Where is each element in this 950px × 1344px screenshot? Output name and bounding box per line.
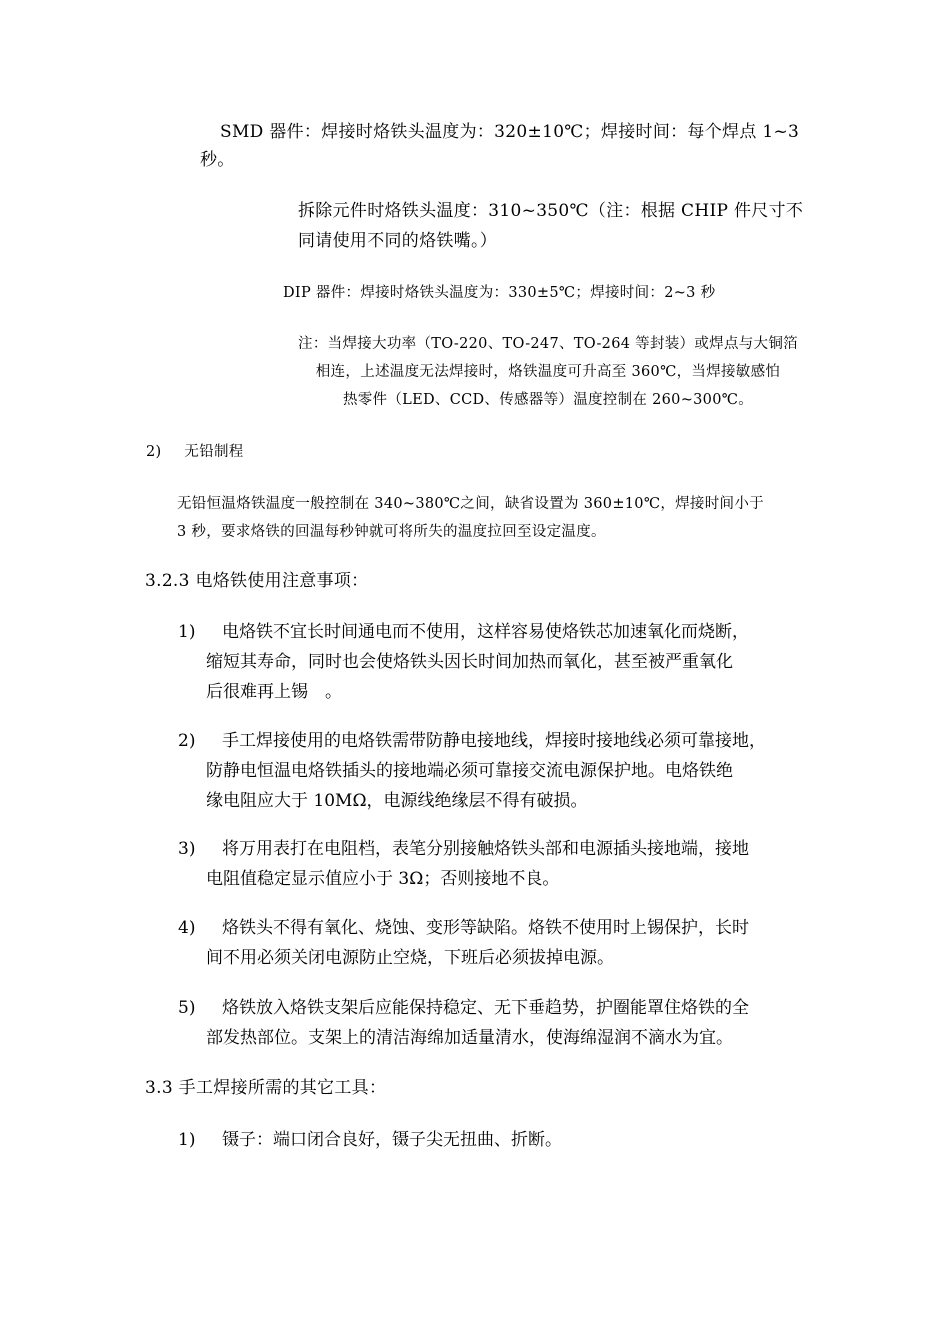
smd-paragraph bbox=[220, 117, 799, 147]
note-paragraph bbox=[286, 330, 810, 414]
note-line-3: 热零件（LED、CCD、传感器等）温度控制在 260~300℃。 bbox=[342, 392, 754, 408]
note-line-2: 相连，上述温度无法焊接时，烙铁温度可升高至 360℃，当焊接敏感怕 bbox=[315, 364, 781, 380]
list-item-number: 3) bbox=[178, 839, 196, 859]
leadfree-title: 无铅制程 bbox=[184, 444, 244, 460]
dip-paragraph bbox=[283, 279, 715, 307]
leadfree-paragraph bbox=[177, 490, 764, 546]
list-item-line: 烙铁放入烙铁支架后应能保持稳定、无下垂趋势，护圈能罩住烙铁的全 bbox=[222, 998, 749, 1018]
list-item-line: 电烙铁不宜长时间通电而不使用，这样容易使烙铁芯加速氧化而烧断， bbox=[222, 622, 749, 642]
list-item-line: 后很难再上锡 。 bbox=[206, 682, 342, 702]
list-item-number: 1) bbox=[178, 622, 196, 642]
list-item-line: 间不用必须关闭电源防止空烧，下班后必须拔掉电源。 bbox=[206, 948, 614, 968]
remove-paragraph bbox=[298, 196, 803, 256]
dip-line-1: DIP 器件：焊接时烙铁头温度为：330±5℃；焊接时间：2~3 秒 bbox=[283, 285, 716, 301]
smd-line-2: 秒。 bbox=[200, 150, 235, 170]
leadfree-heading bbox=[146, 438, 244, 466]
list-item-number: 2) bbox=[178, 731, 196, 751]
leadfree-number: 2) bbox=[146, 444, 162, 460]
list-item-number: 5) bbox=[178, 998, 196, 1018]
list-item-line: 烙铁头不得有氧化、烧蚀、变形等缺陷。烙铁不使用时上锡保护，长时 bbox=[222, 918, 749, 938]
list-item-line: 缘电阻应大于 10MΩ，电源线绝缘层不得有破损。 bbox=[206, 791, 588, 811]
leadfree-line-2: 3 秒，要求烙铁的回温每秒钟就可将所失的温度拉回至设定温度。 bbox=[177, 524, 606, 540]
remove-line-2: 同请使用不同的烙铁嘴。） bbox=[298, 231, 498, 251]
leadfree-line-1: 无铅恒温烙铁温度一般控制在 340~380℃之间，缺省设置为 360±10℃，焊接时间小于 bbox=[177, 496, 764, 512]
list-item-number: 1) bbox=[178, 1130, 196, 1150]
remove-line-1: 拆除元件时烙铁头温度：310~350℃（注：根据 CHIP 件尺寸不 bbox=[298, 201, 804, 221]
list-item-line: 缩短其寿命，同时也会使烙铁头因长时间加热而氧化，甚至被严重氧化 bbox=[206, 652, 733, 672]
section-33-heading: 3.3 手工焊接所需的其它工具： bbox=[145, 1078, 387, 1098]
list-item-line: 将万用表打在电阻档，表笔分别接触烙铁头部和电源插头接地端，接地 bbox=[222, 839, 749, 859]
list-item-number: 4) bbox=[178, 918, 196, 938]
note-line-1: 注：当焊接大功率（TO-220、TO-247、TO-264 等封装）或焊点与大铜箔 bbox=[298, 336, 798, 352]
list-item-line: 部发热部位。支架上的清洁海绵加适量清水，使海绵湿润不滴水为宜。 bbox=[206, 1028, 733, 1048]
smd-paragraph-cont bbox=[200, 145, 235, 175]
list-item-line: 镊子：端口闭合良好，镊子尖无扭曲、折断。 bbox=[222, 1130, 562, 1150]
list-item-line: 手工焊接使用的电烙铁需带防静电接地线，焊接时接地线必须可靠接地， bbox=[222, 731, 766, 751]
smd-line-1: SMD 器件：焊接时烙铁头温度为：320±10℃；焊接时间：每个焊点 1~3 bbox=[220, 122, 800, 142]
list-item-line: 防静电恒温电烙铁插头的接地端必须可靠接交流电源保护地。电烙铁绝 bbox=[206, 761, 733, 781]
list-item-line: 电阻值稳定显示值应小于 3Ω；否则接地不良。 bbox=[206, 869, 560, 889]
section-323-heading: 3.2.3 电烙铁使用注意事项： bbox=[145, 571, 369, 591]
